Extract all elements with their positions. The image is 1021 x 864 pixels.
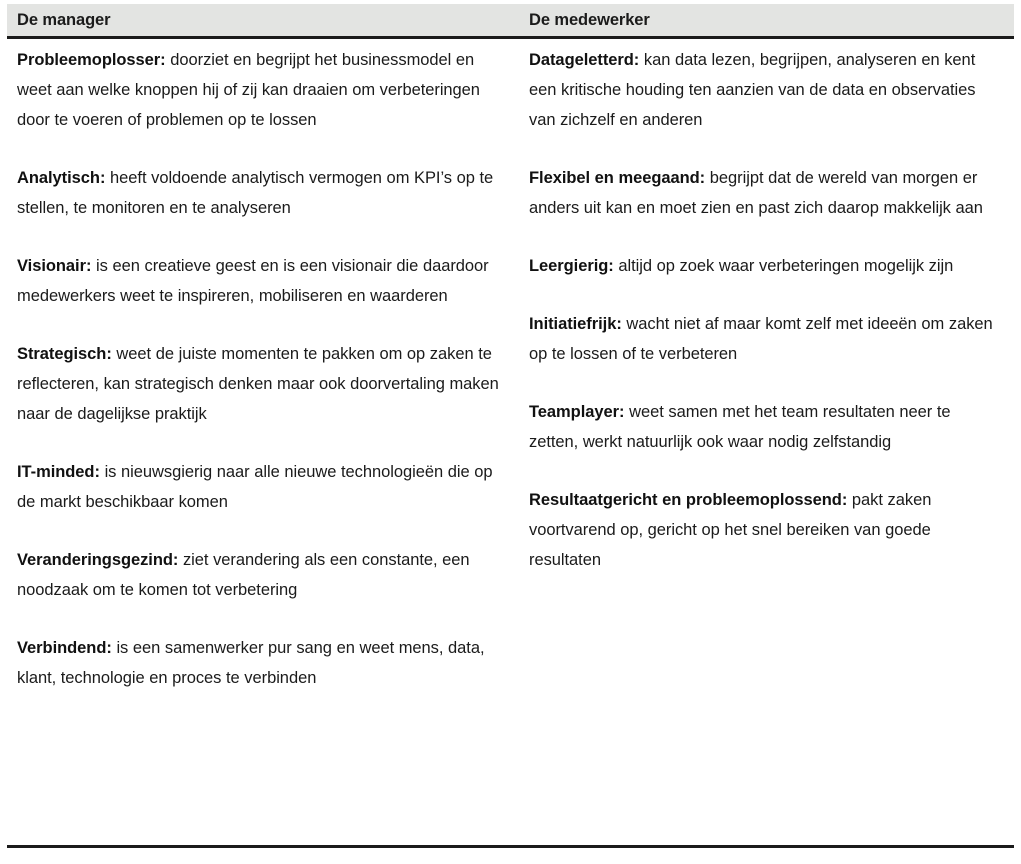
table-entry	[17, 163, 500, 223]
entry-description: weet de juiste momenten te pakken om op zaken te reflecteren, kan strategisch denken maar ook doorvertaling maken naar de dagelijkse praktijk	[17, 345, 499, 423]
entry-description: wacht niet af maar komt zelf met ideeën om zaken op te lossen of te verbeteren	[529, 315, 993, 363]
entry-term: Resultaatgericht en probleemoplossend:	[529, 491, 848, 509]
entry-term: Visionair:	[17, 257, 92, 275]
entry-description: pakt zaken voortvarend op, gericht op het snel bereiken van goede resultaten	[529, 491, 932, 569]
entry-term: Strategisch:	[17, 345, 112, 363]
column-header-medewerker: De medewerker	[529, 11, 650, 29]
entry-description: heeft voldoende analytisch vermogen om KPI’s op te stellen, te monitoren en te analyseren	[17, 169, 494, 217]
table-entry	[529, 485, 1000, 575]
table-header-row	[7, 4, 1014, 36]
column-medewerker	[518, 45, 1014, 843]
table-entry	[529, 251, 1000, 281]
entry-term: Veranderingsgezind:	[17, 551, 179, 569]
table-entry	[529, 163, 1000, 223]
entry-description: doorziet en begrijpt het businessmodel en weet aan welke knoppen hij of zij kan draaien om verbeteringen door te voeren of problemen op te lossen	[17, 51, 480, 129]
entry-description: altijd op zoek waar verbeteringen mogelijk zijn	[618, 257, 954, 275]
entry-description: weet samen met het team resultaten neer te zetten, werkt natuurlijk ook waar nodig zelfstandig	[529, 403, 951, 451]
entry-term: Leergierig:	[529, 257, 614, 275]
table-entry	[17, 457, 500, 517]
table-entry	[529, 309, 1000, 369]
entry-description: is een creatieve geest en is een visionair die daardoor medewerkers weet te inspireren, mobiliseren en waarderen	[17, 257, 489, 305]
table-entry	[17, 545, 500, 605]
column-manager	[7, 45, 518, 843]
table-body	[7, 45, 1014, 843]
table-entry	[529, 397, 1000, 457]
entry-term: Probleemoplosser:	[17, 51, 166, 69]
column-header-manager: De manager	[17, 11, 111, 29]
entry-term: Initiatiefrijk:	[529, 315, 622, 333]
table-entry	[17, 339, 500, 429]
entry-term: Analytisch:	[17, 169, 106, 187]
table-entry	[17, 633, 500, 693]
entry-description: is een samenwerker pur sang en weet mens, data, klant, technologie en proces te verbinden	[17, 639, 485, 687]
table-entry	[529, 45, 1000, 135]
entry-term: Teamplayer:	[529, 403, 625, 421]
entry-description: ziet verandering als een constante, een noodzaak om te komen tot verbetering	[17, 551, 470, 599]
entry-description: is nieuwsgierig naar alle nieuwe technologieën die op de markt beschikbaar komen	[17, 463, 493, 511]
table-entry	[17, 251, 500, 311]
entry-description: kan data lezen, begrijpen, analyseren en kent een kritische houding ten aanzien van de data en observaties van zichzelf en anderen	[529, 51, 976, 129]
entry-term: Verbindend:	[17, 639, 112, 657]
table-bottom-rule	[7, 845, 1014, 848]
entry-term: IT-minded:	[17, 463, 100, 481]
table-entry	[17, 45, 500, 135]
header-divider-rule	[7, 36, 1014, 39]
entry-term: Flexibel en meegaand:	[529, 169, 706, 187]
entry-term: Datageletterd:	[529, 51, 640, 69]
entry-description: begrijpt dat de wereld van morgen er anders uit kan en moet zien en past zich daarop makkelijk aan	[529, 169, 983, 217]
